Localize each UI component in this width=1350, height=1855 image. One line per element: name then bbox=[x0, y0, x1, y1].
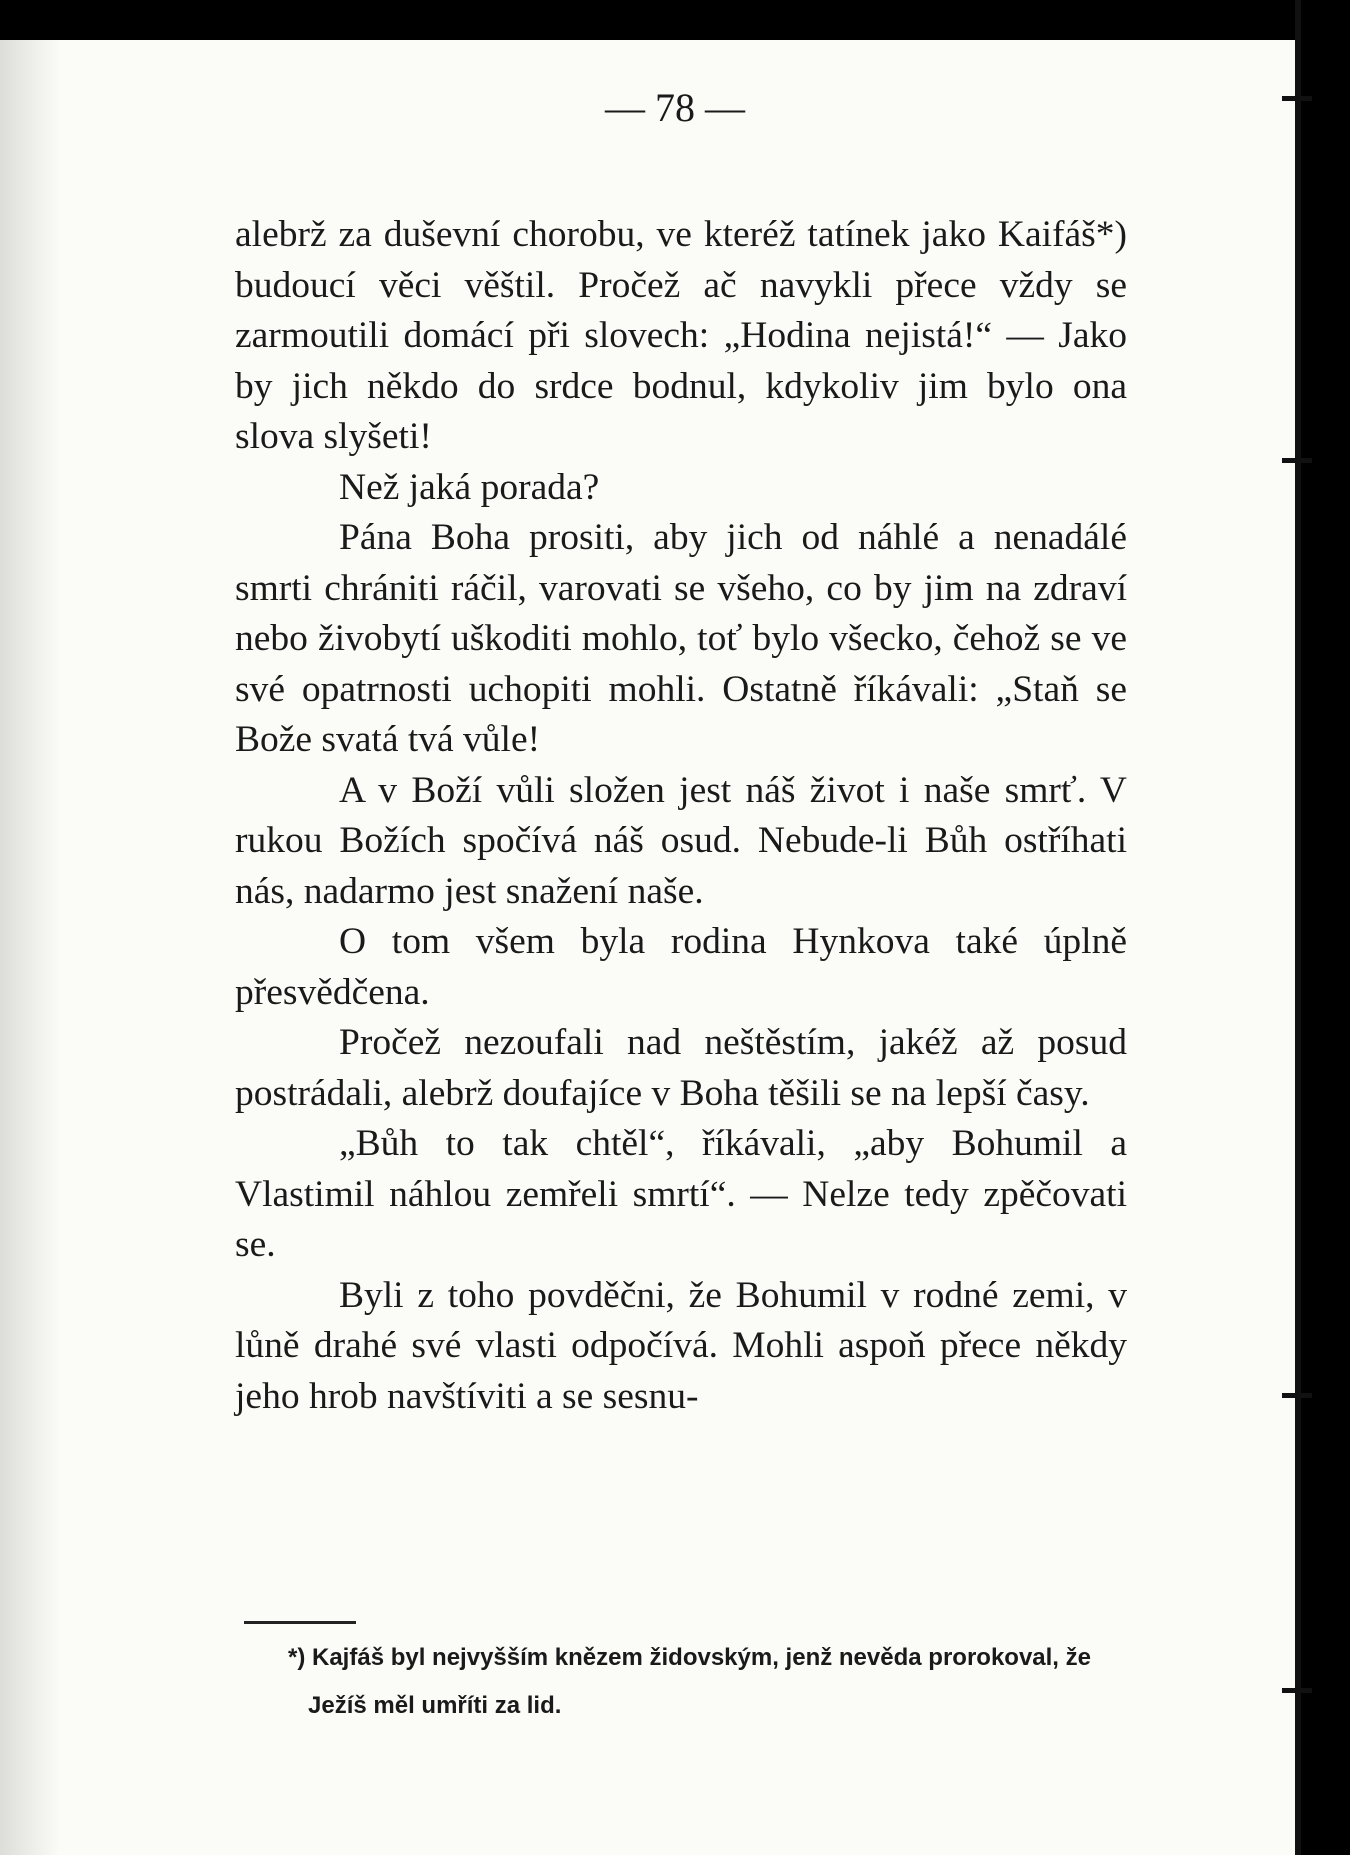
paragraph: alebrž za duševní chorobu, ve kteréž tatínek jako Kaifáš*) budoucí věci věštil. Pročež ač navykli přece vždy se zarmoutili domácí při slovech: „Hodina nejistá!“ — Jako by jich někdo do srdce bodnul, kdykoliv jim bylo ona slova slyšeti! bbox=[235, 214, 1127, 457]
paragraph: Pána Boha prositi, aby jich od náhlé a nenadálé smrti chrániti ráčil, varovati se všeho, co by jim na zdraví nebo živobytí uškoditi mohlo, toť bylo všecko, čehož se ve své opatrnosti uchopiti mohli. Ostatně říkávali: „Staň se Bože svatá tvá vůle! bbox=[235, 517, 1127, 760]
paragraph: Než jaká porada? bbox=[339, 466, 600, 508]
paragraph: „Bůh to tak chtěl“, říkávali, „aby Bohumil a Vlastimil náhlou zemřeli smrtí“. — Nelze tedy zpěčovati se. bbox=[235, 1123, 1127, 1265]
binding-mark bbox=[1282, 458, 1312, 463]
binding-mark bbox=[1282, 1688, 1312, 1693]
body-text bbox=[235, 210, 1127, 1422]
binding-edge bbox=[1295, 0, 1301, 1855]
binding-mark bbox=[1282, 1393, 1312, 1398]
page-number: — 78 — bbox=[605, 85, 745, 130]
paragraph: Byli z toho povděčni, že Bohumil v rodné zemi, v lůně drahé své vlasti odpočívá. Mohli aspoň přece někdy jeho hrob navštíviti a se sesnu- bbox=[235, 1274, 1127, 1417]
paragraph: Pročež nezoufali nad neštěstím, jakéž až posud postrádali, alebrž doufajíce v Boha těšili se na lepší časy. bbox=[235, 1022, 1127, 1114]
paragraph: A v Boží vůli složen jest náš život i naše smrť. V rukou Božích spočívá náš osud. Nebude-li Bůh ostříhati nás, nadarmo jest snažení naše. bbox=[235, 769, 1127, 912]
footnote-divider bbox=[244, 1621, 356, 1624]
paragraph: O tom všem byla rodina Hynkova také úplně přesvědčena. bbox=[235, 921, 1127, 1013]
footnote: *) Kajfáš byl nejvyšším knězem židovským, jenž nevěda prorokoval, že Ježíš měl umříti za lid. bbox=[288, 1644, 1091, 1719]
